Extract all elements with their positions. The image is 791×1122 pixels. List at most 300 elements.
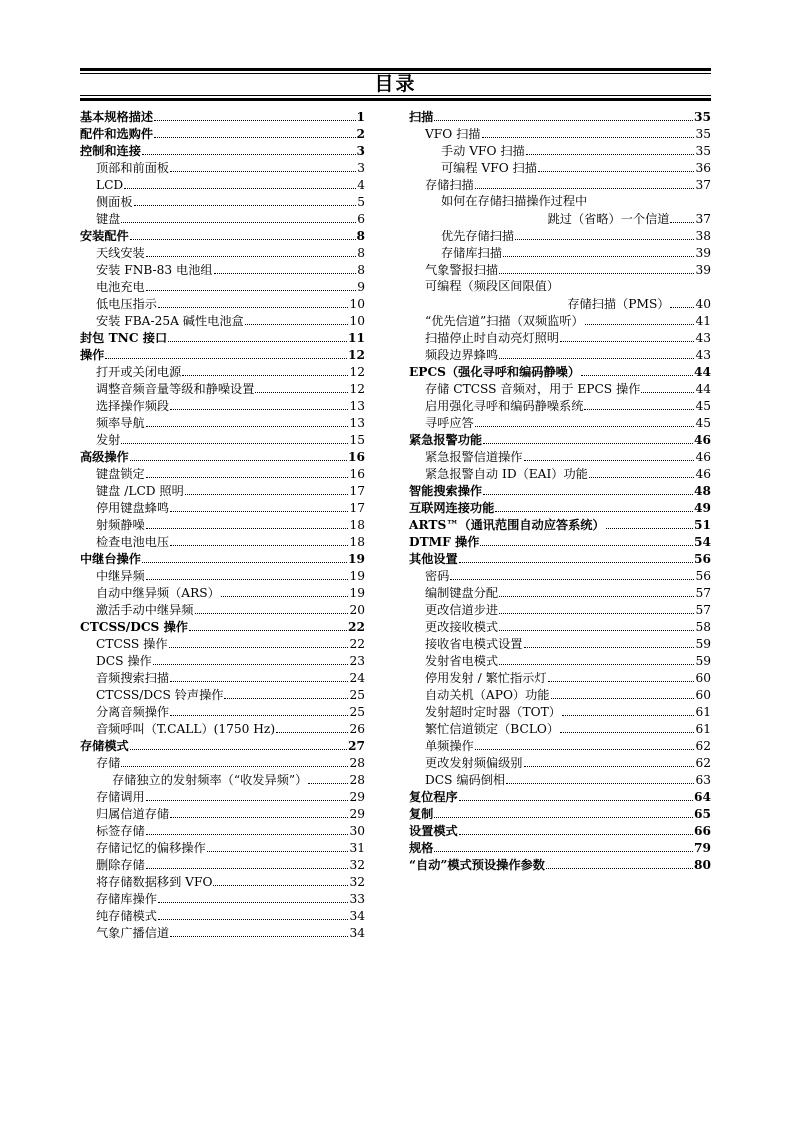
toc-entry-title: 自动关机（APO）功能 [425,688,550,702]
toc-entry-title: 气象广播信道 [96,926,170,940]
toc-dot-leader [214,273,357,274]
toc-page-number: 65 [694,807,711,821]
toc-dot-leader [121,766,348,767]
toc-section-entry[interactable] [80,805,365,822]
toc-dot-leader [245,324,349,325]
toc-dot-leader [224,698,348,699]
toc-page-number: 28 [349,756,365,770]
toc-entry-title: 存储库扫描 [441,246,502,260]
toc-page-number: 16 [348,450,365,464]
toc-page-number: 12 [349,382,365,396]
toc-dot-leader [158,307,349,308]
toc-dot-leader [499,273,694,274]
toc-entry-title: 键盘 /LCD 照明 [96,484,184,498]
toc-page-number: 24 [349,671,365,685]
toc-page-number: 59 [695,637,711,651]
toc-chapter-entry[interactable] [80,227,365,244]
toc-section-entry[interactable] [409,397,711,414]
title-rule-top [80,68,711,71]
toc-section-entry[interactable] [409,618,711,635]
toc-section-entry[interactable] [409,669,711,686]
toc-entry-title: ARTS™（通讯范围自动应答系统） [409,518,605,532]
toc-page-number: 19 [349,569,365,583]
toc-dot-leader [495,511,693,512]
toc-dot-leader [499,613,694,614]
toc-page-number: 11 [348,331,365,345]
toc-page-number: 15 [349,433,365,447]
toc-section-entry[interactable] [409,142,711,159]
toc-section-entry[interactable] [80,312,365,329]
toc-page-number: 35 [695,144,711,158]
toc-entry-title: 存储调用 [96,790,145,804]
toc-chapter-entry[interactable] [409,822,711,839]
toc-page-number: 5 [357,195,365,209]
toc-section-entry[interactable] [80,788,365,805]
toc-chapter-entry[interactable] [409,805,711,822]
toc-entry-title: 存储 [96,756,121,770]
toc-dot-leader [524,766,695,767]
toc-entry-title: 紧急报警自动 ID（EAI）功能 [425,467,588,481]
toc-dot-leader [483,443,693,444]
toc-page-number: 18 [349,518,365,532]
toc-section-entry[interactable] [80,414,365,431]
toc-page-number: 30 [349,824,365,838]
toc-page-number: 4 [357,178,365,192]
toc-dot-leader [185,494,349,495]
toc-chapter-entry[interactable] [409,839,711,856]
toc-entry-title: CTCSS 操作 [96,637,168,651]
toc-page-number: 13 [349,399,365,413]
toc-section-entry[interactable] [409,754,711,771]
toc-page-number: 36 [695,161,711,175]
toc-dot-leader [169,647,349,648]
toc-dot-leader [560,341,694,342]
toc-section-entry[interactable] [80,210,365,227]
toc-entry-title-line: 如何在存储扫描操作过程中 [441,194,588,208]
toc-entry-title: 更改信道步进 [425,603,499,617]
toc-dot-leader [170,545,348,546]
toc-section-entry[interactable] [409,295,711,312]
toc-section-entry[interactable] [409,227,711,244]
toc-dot-leader [475,749,695,750]
toc-page-number: 56 [694,552,711,566]
toc-dot-leader [434,817,693,818]
toc-page-number: 38 [695,229,711,243]
toc-dot-leader [585,324,695,325]
toc-chapter-entry[interactable] [80,448,365,465]
toc-dot-leader [459,562,693,563]
toc-page-number: 25 [349,705,365,719]
toc-page-number: 39 [695,263,711,277]
toc-entry-title: 手动 VFO 扫描 [441,144,525,158]
toc-section-entry[interactable] [80,822,365,839]
toc-entry-title: CTCSS/DCS 铃声操作 [96,688,224,702]
toc-entry-title: 发射 [96,433,121,447]
toc-chapter-entry[interactable] [409,431,711,448]
toc-section-entry[interactable] [409,720,711,737]
toc-page-number: 57 [695,603,711,617]
toc-page-number: 61 [695,722,711,736]
toc-section-entry[interactable] [409,414,711,431]
toc-section-entry[interactable] [80,890,365,907]
toc-page-number: 18 [349,535,365,549]
toc-entry-title: 接收省电模式设置 [425,637,523,651]
toc-section-entry[interactable] [80,873,365,890]
toc-chapter-entry[interactable] [409,108,711,125]
toc-section-entry[interactable] [409,210,711,227]
toc-dot-leader [560,732,694,733]
toc-section-entry[interactable] [409,686,711,703]
toc-section-entry[interactable] [80,244,365,261]
toc-section-entry[interactable] [80,465,365,482]
toc-section-entry[interactable] [409,312,711,329]
toc-section-entry[interactable] [80,431,365,448]
toc-page-number: 64 [694,790,711,804]
toc-dot-leader [207,851,349,852]
toc-section-entry[interactable] [80,295,365,312]
toc-dot-leader [606,528,693,529]
toc-entry-title: DCS 操作 [96,654,152,668]
toc-chapter-entry[interactable] [80,550,365,567]
toc-page-number: 26 [349,722,365,736]
toc-page-number: 20 [349,603,365,617]
toc-page-number: 8 [357,246,365,260]
toc-page-number: 12 [349,365,365,379]
toc-page-number: 34 [349,909,365,923]
toc-dot-leader [499,596,694,597]
toc-page-number: 28 [349,773,365,787]
toc-section-entry[interactable] [80,380,365,397]
toc-section-entry[interactable] [80,499,365,516]
toc-entry-title: 打开或关闭电源 [96,365,182,379]
toc-dot-leader [213,885,348,886]
toc-entry-title: 调整音频音量等级和静噪设置 [96,382,255,396]
toc-dot-leader [146,868,349,869]
title-rule-bottom [80,98,711,101]
toc-dot-leader [146,477,349,478]
toc-entry-title: 侧面板 [96,195,133,209]
toc-page-number: 10 [349,314,365,328]
toc-dot-leader [146,579,349,580]
toc-entry-title: 智能搜索操作 [409,484,483,498]
toc-dot-leader [195,613,349,614]
toc-section-entry[interactable] [409,448,711,465]
toc-entry-title: 存储记忆的偏移操作 [96,841,206,855]
toc-dot-leader [130,460,347,461]
toc-dot-leader [499,664,694,665]
toc-dot-leader [308,783,348,784]
toc-entry-title: 编制键盘分配 [425,586,499,600]
toc-dot-leader [255,392,348,393]
toc-entry-title: 配件和选购件 [80,127,154,141]
toc-section-entry[interactable] [80,635,365,652]
toc-page-number: 34 [349,926,365,940]
toc-section-entry[interactable] [409,703,711,720]
toc-section-entry[interactable] [409,635,711,652]
page-title: 目录 [374,73,417,95]
toc-section-entry[interactable] [80,754,365,771]
toc-dot-leader [526,154,695,155]
toc-entry-title: VFO 扫描 [425,127,481,141]
toc-dot-leader [154,120,355,121]
toc-entry-title: 繁忙信道锁定（BCLO） [425,722,560,736]
toc-entry-title: 将存储数据移到 VFO [96,875,213,889]
toc-dot-leader [121,222,356,223]
toc-page-number: 59 [695,654,711,668]
toc-section-entry[interactable] [409,176,711,193]
toc-entry-title: 键盘锁定 [96,467,145,481]
toc-section-entry[interactable] [409,329,711,346]
toc-entry-title: 基本规格描述 [80,110,154,124]
toc-dot-leader [130,749,347,750]
toc-entry-title: 停用键盘蜂鸣 [96,501,170,515]
toc-entry-title: 紧急报警功能 [409,433,483,447]
toc-section-entry[interactable] [80,261,365,278]
toc-entry-title: 更改接收模式 [425,620,499,634]
toc-dot-leader [134,205,357,206]
toc-dot-leader [170,936,348,937]
toc-page-number: 44 [694,365,711,379]
toc-dot-leader [130,239,356,240]
toc-page-number: 57 [695,586,711,600]
toc-entry-title: 发射超时定时器（TOT） [425,705,561,719]
toc-section-entry[interactable] [80,482,365,499]
toc-section-entry[interactable] [409,652,711,669]
toc-entry-title: “自动”模式预设操作参数 [409,858,545,872]
toc-entry-title: 天线安装 [96,246,145,260]
toc-chapter-entry[interactable] [409,499,711,516]
title-rule-bottom-thin [80,95,711,96]
toc-chapter-entry[interactable] [409,533,711,550]
toc-entry-title: 选择操作频段 [96,399,170,413]
toc-section-entry[interactable] [409,159,711,176]
toc-entry-title: 音频呼叫（T.CALL）(1750 Hz) [96,722,276,736]
toc-dot-leader [548,681,695,682]
toc-entry-title: 自动中继异频（ARS） [96,586,220,600]
toc-entry-title: 存储模式 [80,739,129,753]
toc-page-number: 3 [357,161,365,175]
toc-section-entry[interactable] [80,584,365,601]
toc-section-entry[interactable] [409,125,711,142]
toc-section-entry[interactable] [80,601,365,618]
toc-section-entry[interactable] [80,856,365,873]
toc-page-number: 37 [695,212,711,226]
toc-entry-title: 启用强化寻呼和编码静噪系统 [425,399,584,413]
toc-dot-leader [589,477,695,478]
toc-page-number: 22 [349,637,365,651]
toc-section-entry[interactable] [409,771,711,788]
toc-chapter-entry[interactable] [80,737,365,754]
toc-entry-title: 单频操作 [425,739,474,753]
toc-dot-leader [170,715,348,716]
toc-dot-leader [524,460,695,461]
toc-dot-leader [146,834,349,835]
toc-chapter-entry[interactable] [80,329,365,346]
toc-dot-leader [146,426,349,427]
toc-dot-leader [105,358,347,359]
toc-page-number: 54 [694,535,711,549]
toc-section-entry[interactable] [409,601,711,618]
toc-entry-title: 删除存储 [96,858,145,872]
toc-entry-title: 中继台操作 [80,552,141,566]
toc-section-entry[interactable] [80,652,365,669]
toc-chapter-entry[interactable] [80,142,365,159]
toc-section-entry[interactable] [80,907,365,924]
toc-chapter-entry[interactable] [409,550,711,567]
toc-dot-leader [158,902,349,903]
toc-page-number: 60 [695,671,711,685]
toc-section-entry[interactable] [80,720,365,737]
toc-entry-title: CTCSS/DCS 操作 [80,620,188,634]
toc-chapter-entry[interactable] [409,788,711,805]
toc-section-entry[interactable] [409,465,711,482]
toc-dot-leader [170,511,348,512]
toc-page-number: 16 [349,467,365,481]
toc-dot-leader [515,239,694,240]
toc-section-entry[interactable] [80,176,365,193]
toc-entry-title: 设置模式 [409,824,458,838]
toc-dot-leader [538,171,695,172]
toc-dot-leader [170,409,348,410]
toc-page-number: 62 [695,739,711,753]
toc-chapter-entry[interactable] [409,482,711,499]
toc-section-entry[interactable] [409,244,711,261]
toc-entry-title: 更改发射频偏级别 [425,756,523,770]
toc-dot-leader [434,851,693,852]
toc-entry-title: LCD [96,178,124,192]
toc-page-number: 45 [695,416,711,430]
toc-entry-title: 频率导航 [96,416,145,430]
toc-dot-leader [142,154,356,155]
toc-page-number: 37 [695,178,711,192]
toc-section-entry[interactable] [80,533,365,550]
toc-page-number: 32 [349,875,365,889]
toc-section-entry[interactable] [80,193,365,210]
toc-page-number: 63 [695,773,711,787]
toc-dot-leader [459,834,693,835]
toc-dot-leader [562,715,695,716]
toc-chapter-entry[interactable] [80,346,365,363]
toc-entry-title: 分离音频操作 [96,705,170,719]
toc-page-number: 6 [357,212,365,226]
toc-section-entry[interactable] [80,567,365,584]
toc-page-number: 48 [694,484,711,498]
toc-dot-leader [158,919,349,920]
toc-section-entry[interactable] [409,261,711,278]
toc-entry-title: 频段边界蜂鸣 [425,348,499,362]
toc-section-entry[interactable] [409,567,711,584]
toc-entry-title: 射频静噪 [96,518,145,532]
toc-chapter-entry[interactable] [80,618,365,635]
toc-dot-leader [459,800,693,801]
toc-dot-leader [434,120,693,121]
toc-entry-title: DCS 编码倒相 [425,773,506,787]
toc-dot-leader [483,494,693,495]
toc-dot-leader [581,375,693,376]
toc-entry-title: 扫描停止时自动亮灯照明 [425,331,560,345]
toc-chapter-entry[interactable] [409,516,711,533]
toc-section-entry[interactable] [80,924,365,941]
toc-entry-title: 电池充电 [96,280,145,294]
toc-entry-title: 归属信道存储 [96,807,170,821]
toc-entry-title: 检查电池电压 [96,535,170,549]
toc-section-entry[interactable] [80,363,365,380]
toc-entry-title: 存储扫描 [425,178,474,192]
toc-entry-title: 紧急报警信道操作 [425,450,523,464]
toc-page-number: 43 [695,348,711,362]
toc-section-entry[interactable] [80,839,365,856]
toc-section-entry[interactable] [80,771,365,788]
toc-entry-title: 复制 [409,807,434,821]
toc-entry-title: 扫描 [409,110,434,124]
toc-dot-leader [153,664,349,665]
toc-section-entry[interactable] [409,380,711,397]
toc-entry-title: 键盘 [96,212,121,226]
toc-section-entry[interactable] [80,159,365,176]
toc-section-entry[interactable] [80,516,365,533]
toc-entry-title: 互联网连接功能 [409,501,495,515]
toc-entry-title: 密码 [425,569,450,583]
toc-entry-title: 优先存储扫描 [441,229,515,243]
toc-page-number: 2 [356,127,365,141]
toc-left-column [80,108,365,941]
toc-dot-leader [146,256,356,257]
toc-page-number: 45 [695,399,711,413]
toc-page-number: 60 [695,688,711,702]
toc-entry-title: 规格 [409,841,434,855]
toc-page-number: 1 [356,110,365,124]
toc-entry-title: 安装配件 [80,229,129,243]
toc-dot-leader [482,137,695,138]
toc-section-entry[interactable] [80,686,365,703]
toc-entry-title: 控制和连接 [80,144,141,158]
toc-page-number: 22 [348,620,365,634]
toc-page-number: 17 [349,501,365,515]
toc-chapter-entry[interactable] [409,856,711,873]
toc-page-number: 49 [694,501,711,515]
toc-section-entry[interactable] [409,584,711,601]
toc-section-entry[interactable] [409,346,711,363]
toc-page-number: 3 [356,144,365,158]
toc-section-entry[interactable] [80,397,365,414]
toc-section-entry[interactable] [80,278,365,295]
toc-dot-leader [506,783,694,784]
toc-entry-title: 激活手动中继异频 [96,603,194,617]
toc-entry-title: “优先信道”扫描（双频监听） [425,314,584,328]
toc-entry-title: 低电压指示 [96,297,157,311]
toc-page-number: 8 [356,229,365,243]
toc-section-entry[interactable] [80,669,365,686]
toc-dot-leader [168,341,347,342]
toc-page-number: 46 [694,433,711,447]
toc-page-number: 27 [348,739,365,753]
toc-right-column [409,108,711,873]
toc-chapter-entry[interactable] [409,363,711,380]
toc-dot-leader [124,188,356,189]
toc-chapter-entry[interactable] [80,108,365,125]
toc-page-number: 23 [349,654,365,668]
toc-dot-leader [154,137,355,138]
toc-section-entry[interactable] [80,703,365,720]
toc-page-number: 19 [348,552,365,566]
toc-page-number: 51 [694,518,711,532]
toc-chapter-entry[interactable] [80,125,365,142]
toc-page-number: 33 [349,892,365,906]
toc-entry-title: 中继异频 [96,569,145,583]
toc-entry-title: 存储独立的发射频率（“收发异频”） [112,773,308,787]
toc-section-entry[interactable] [409,737,711,754]
toc-entry-title: 复位程序 [409,790,458,804]
